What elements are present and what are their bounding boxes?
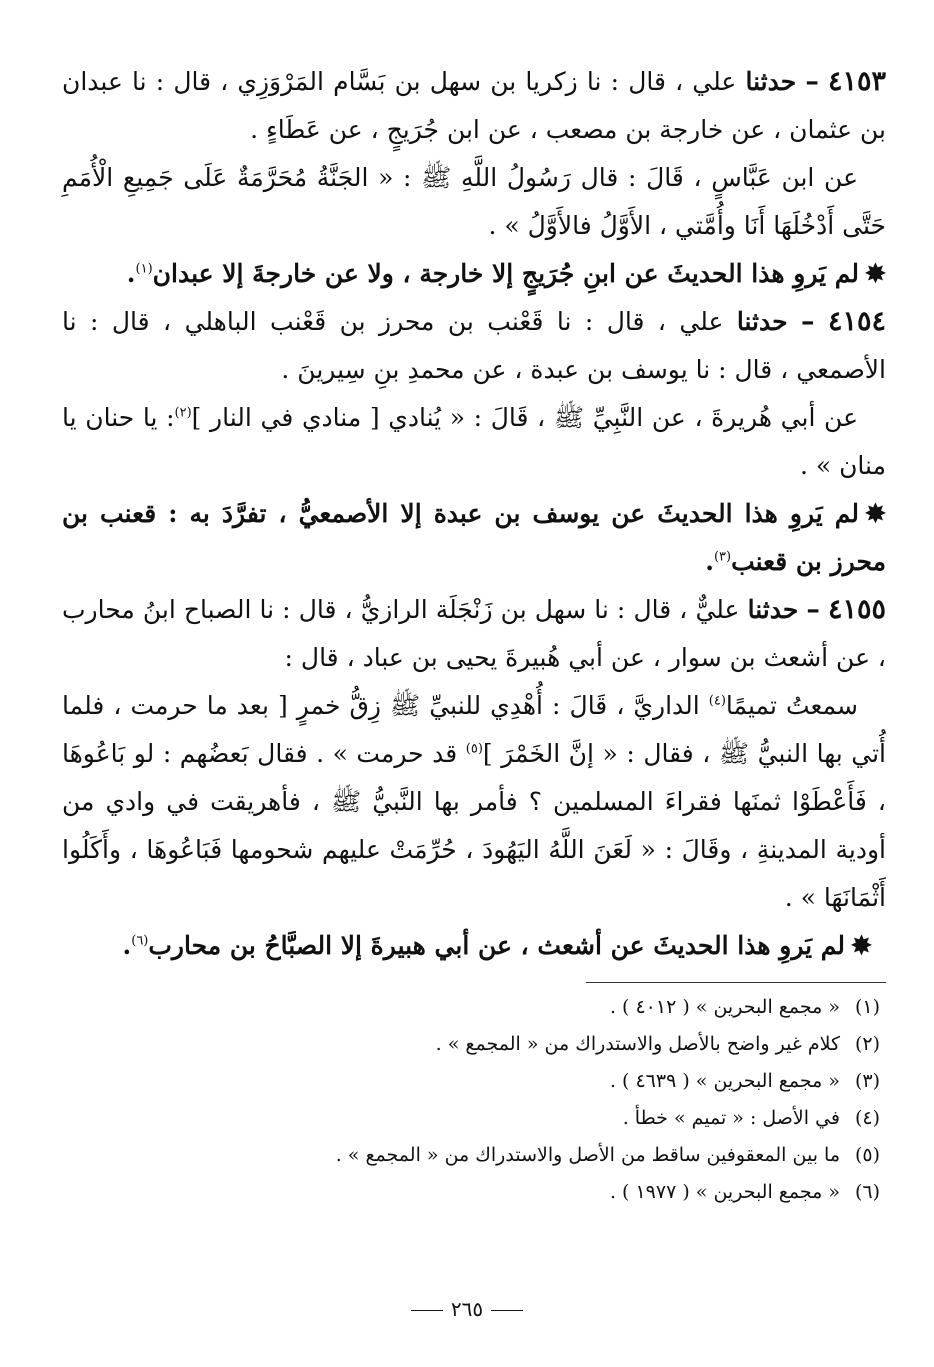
footnote: (٤)في الأصل : « تميم » خطأ .: [622, 1107, 880, 1129]
footnote-ref: (٥): [465, 741, 483, 757]
hadith-number: ٤١٥٥: [828, 594, 887, 625]
hadith-lead-word: حدثنا: [747, 595, 799, 624]
hadith-lead-word: حدثنا: [745, 67, 797, 96]
hadith-4153-matn: عن ابن عَبَّاسٍ ، قَالَ : قال رَسُولُ اللَّهِ ﷺ : « الجَنَّةُ مُحَرَّمَةٌ عَلَى جَمِيعِ الْأُمَمِ حَتَّى أَدْخُلَهَا أَنَا وأُمَّتي ، الأَوَّلُ فالأَوَّلُ » .: [62, 163, 886, 240]
page-number: ٢٦٥: [0, 1297, 934, 1321]
hadith-4154-isnad: ٤١٥٤ – حدثنا علي ، قال : نا قَعْنب بن محرز بن قَعْنب الباهلي ، قال : نا الأصمعي ، قال : نا يوسف بن عبدة ، عن محمدِ بنِ سِيرينَ .: [62, 306, 887, 384]
hadith-4153-isnad: ٤١٥٣ – حدثنا علي ، قال : نا زكريا بن سهل بن بَسَّام المَرْوَزِي ، قال : نا عبدان بن عثمان ، عن خارجة بن مصعب ، عن ابن جُرَيجٍ ، عن عَطَاءٍ .: [62, 66, 886, 144]
footnote-ref: (٢): [174, 405, 192, 421]
isnad-text: عليٌّ ، قال : نا سهل بن زَنْجَلَة الرازيُّ ، قال : نا الصباح ابنُ محارب ، عن أشعث بن سوار ، عن أبي هُبيرةَ يحيى بن عباد ، قال :: [62, 595, 886, 672]
footnote: (٦)« مجمع البحرين » ( ١٩٧٧ ) .: [609, 1181, 880, 1203]
hadith-number: ٤١٥٣: [827, 66, 886, 97]
footnote-divider: [586, 982, 886, 983]
hadith-4153-note: ✸لم يَروِ هذا الحديثَ عن ابنِ جُرَيجٍ إلا خارجة ، ولا عن خارجةَ إلا عبدان$^{(١)}$.: [126, 259, 886, 288]
star-icon: ✸: [865, 499, 886, 528]
hadith-4154-note: ✸لم يَروِ هذا الحديثَ عن يوسف بن عبدة إلا الأصمعيُّ ، تفرَّدَ به : قعنب بن محرز بن قعنب$^{(٣)}$.: [62, 499, 886, 576]
hadith-lead-word: حدثنا: [736, 307, 788, 336]
footnote: (١)« مجمع البحرين » ( ٤٠١٢ ) .: [609, 996, 880, 1018]
footnote-ref: (٦): [131, 933, 149, 949]
footnotes: [62, 989, 886, 1211]
footnote-ref: (١): [135, 261, 153, 277]
star-icon: ✸: [865, 259, 886, 288]
hadith-4155-note: ✸لم يَروِ هذا الحديثَ عن أشعث ، عن أبي هبيرةَ إلا الصبَّاحُ بن محارب$^{(٦)}$.: [122, 931, 872, 960]
isnad-text: علي ، قال : نا زكريا بن سهل بن بَسَّام المَرْوَزِي ، قال : نا عبدان بن عثمان ، عن خارجة بن مصعب ، عن ابن جُرَيجٍ ، عن عَطَاءٍ .: [62, 67, 886, 144]
hadith-number: ٤١٥٤: [828, 306, 887, 337]
footnote: (٥)ما بين المعقوفين ساقط من الأصل والاستدراك من « المجمع » .: [335, 1144, 880, 1166]
isnad-text: علي ، قال : نا قَعْنب بن محرز بن قَعْنب الباهلي ، قال : نا الأصمعي ، قال : نا يوسف بن عبدة ، عن محمدِ بنِ سِيرينَ .: [62, 307, 886, 384]
hadith-4154-matn: عن أبي هُريرةَ ، عن النَّبِيِّ ﷺ ، قَالَ : « يُنادي [ منادي في النار ]$^{(٢)}$: يا حنان يا منان » .: [62, 403, 886, 480]
footnote: (٢)كلام غير واضح بالأصل والاستدراك من « المجمع » .: [435, 1033, 880, 1055]
hadith-4155-isnad: ٤١٥٥ – حدثنا عليٌّ ، قال : نا سهل بن زَنْجَلَة الرازيُّ ، قال : نا الصباح ابنُ محارب ، عن أشعث بن سوار ، عن أبي هُبيرةَ يحيى بن عباد ، قال :: [62, 594, 887, 672]
star-icon: ✸: [851, 931, 872, 960]
footnote: (٣)« مجمع البحرين » ( ٤٦٣٩ ) .: [609, 1070, 880, 1092]
footnote-ref: (٣): [713, 549, 732, 565]
footnote-ref: (٤): [708, 693, 726, 709]
hadith-4155-matn: سمعتُ تميمًا$^{(٤)}$ الداريَّ ، قَالَ : أُهْدِي للنبيِّ ﷺ زِقُّ خمرٍ [ بعد ما حرمت ، فلما أُتي بها النبيُّ ﷺ ، فقال : « إنَّ الخَمْرَ ]$^{(٥)}$ قد حرمت » . فقال بَعضُهم : لو بَاعُوهَا ، فَأَعْطَوْا ثمنَها فقراءَ المسلمين ؟ فأمر بها النَّبيُّ ﷺ ، فأهريقت في وادي من أودية المدينةِ ، وقَالَ : « لَعَنَ اللَّهُ اليَهُودَ ، حُرِّمَتْ عليهم شحومها فَبَاعُوهَا ، وأَكَلُوا أَثْمَانَهَا » .: [62, 691, 886, 912]
